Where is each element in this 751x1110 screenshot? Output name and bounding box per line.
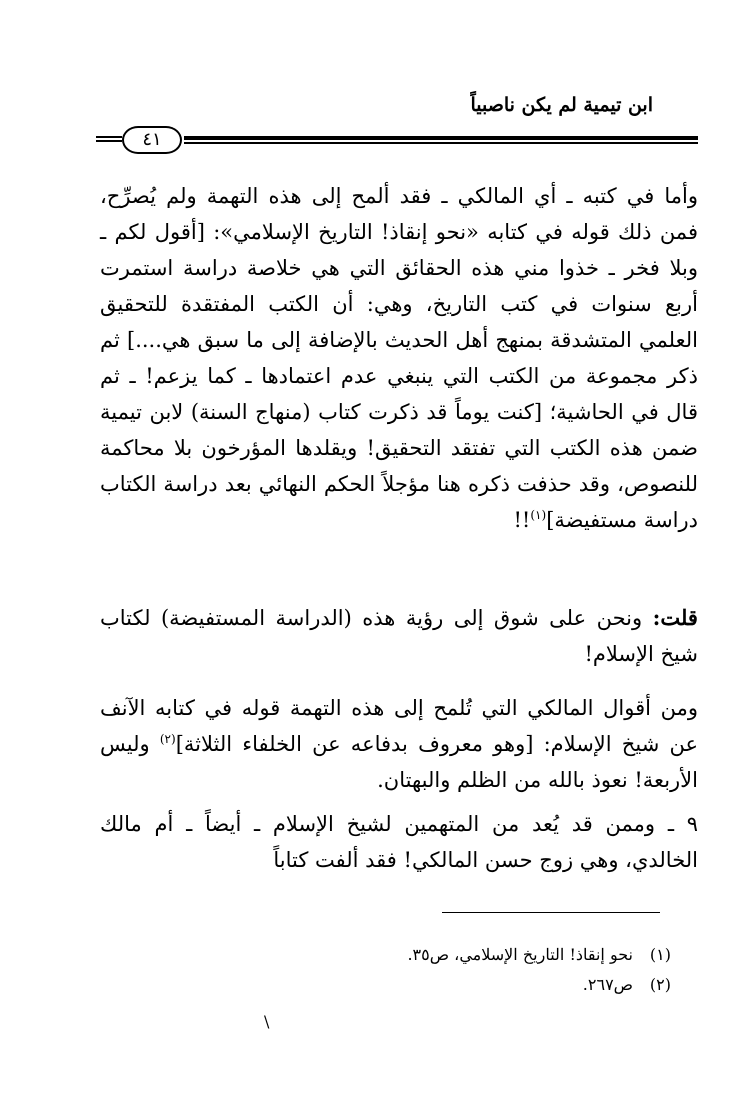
- footnote-1: [111, 940, 671, 970]
- footnote-ref-1: (١): [530, 508, 547, 522]
- header-rule: [96, 126, 698, 156]
- footnotes: [111, 940, 671, 1000]
- paragraph-4: [100, 806, 698, 878]
- footnote-separator: [442, 912, 660, 913]
- paragraph-4-text: ٩ ـ وممن قد يُعد من المتهمين لشيخ الإسلام ـ أيضاً ـ أم مالك الخالدي، وهي زوج حسن المالكي! فقد ألفت كتاباً: [100, 812, 698, 872]
- paragraph-2-text: ونحن على شوق إلى رؤية هذه (الدراسة المستفيضة) لكتاب شيخ الإسلام!: [100, 606, 698, 666]
- paragraph-2: [100, 600, 698, 672]
- paragraph-1: [100, 178, 698, 538]
- page-number: ٤١: [122, 126, 182, 154]
- footnote-2-number: (٢): [649, 975, 671, 994]
- footnote-1-number: (١): [649, 945, 671, 964]
- paragraph-1-end: !!: [513, 508, 531, 532]
- running-header-title: ابن تيمية لم يكن ناصبياً: [470, 94, 653, 116]
- paragraph-3-text-a: ومن أقوال المالكي التي تُلمح إلى هذه التهمة قوله في كتابه الآنف عن شيخ الإسلام: [وهو معروف بدفاعه عن الخلفاء الثلاثة]: [100, 696, 698, 756]
- paragraph-2-keyword: قلت:: [652, 605, 698, 630]
- footnote-2: [111, 970, 671, 1000]
- footnote-1-text: نحو إنقاذ! التاريخ الإسلامي، ص٣٥.: [407, 945, 633, 964]
- paragraph-1-text: وأما في كتبه ـ أي المالكي ـ فقد ألمح إلى هذه التهمة ولم يُصرِّح، فمن ذلك قوله في كتابه «نحو إنقاذ! التاريخ الإسلامي»: [أقول لكم ـ وبلا فخر ـ خذوا مني هذه الحقائق التي هي خلاصة دراسة استمرت أربع سنوات في كتب التاريخ، وهي: أن الكتب المفتقدة للتحقيق العلمي المتشدقة بمنهج أهل الحديث بالإضافة إلى ما سبق هي....] ثم ذكر مجموعة من الكتب التي ينبغي عدم اعتمادها ـ كما يزعم! ـ ثم قال في الحاشية؛ [كنت يوماً قد ذكرت كتاب (منهاج السنة) لابن تيمية ضمن هذه الكتب التي تفتقد التحقيق! ويقلدها المؤرخون بلا محاكمة للنصوص، وقد حذفت ذكره هنا مؤجلاً الحكم النهائي بعد دراسة الكتاب دراسة مستفيضة]: [100, 184, 698, 532]
- header-rule-left: [96, 136, 122, 145]
- footnote-ref-2: (٢): [159, 732, 176, 746]
- stray-mark: \: [264, 1012, 270, 1031]
- footnote-2-text: ص٢٦٧.: [582, 975, 633, 994]
- paragraph-3-text-b: وليس الأربعة! نعوذ بالله من الظلم والبهتان.: [100, 732, 698, 792]
- paragraph-3: [100, 690, 698, 798]
- header-rule-right: [184, 136, 698, 145]
